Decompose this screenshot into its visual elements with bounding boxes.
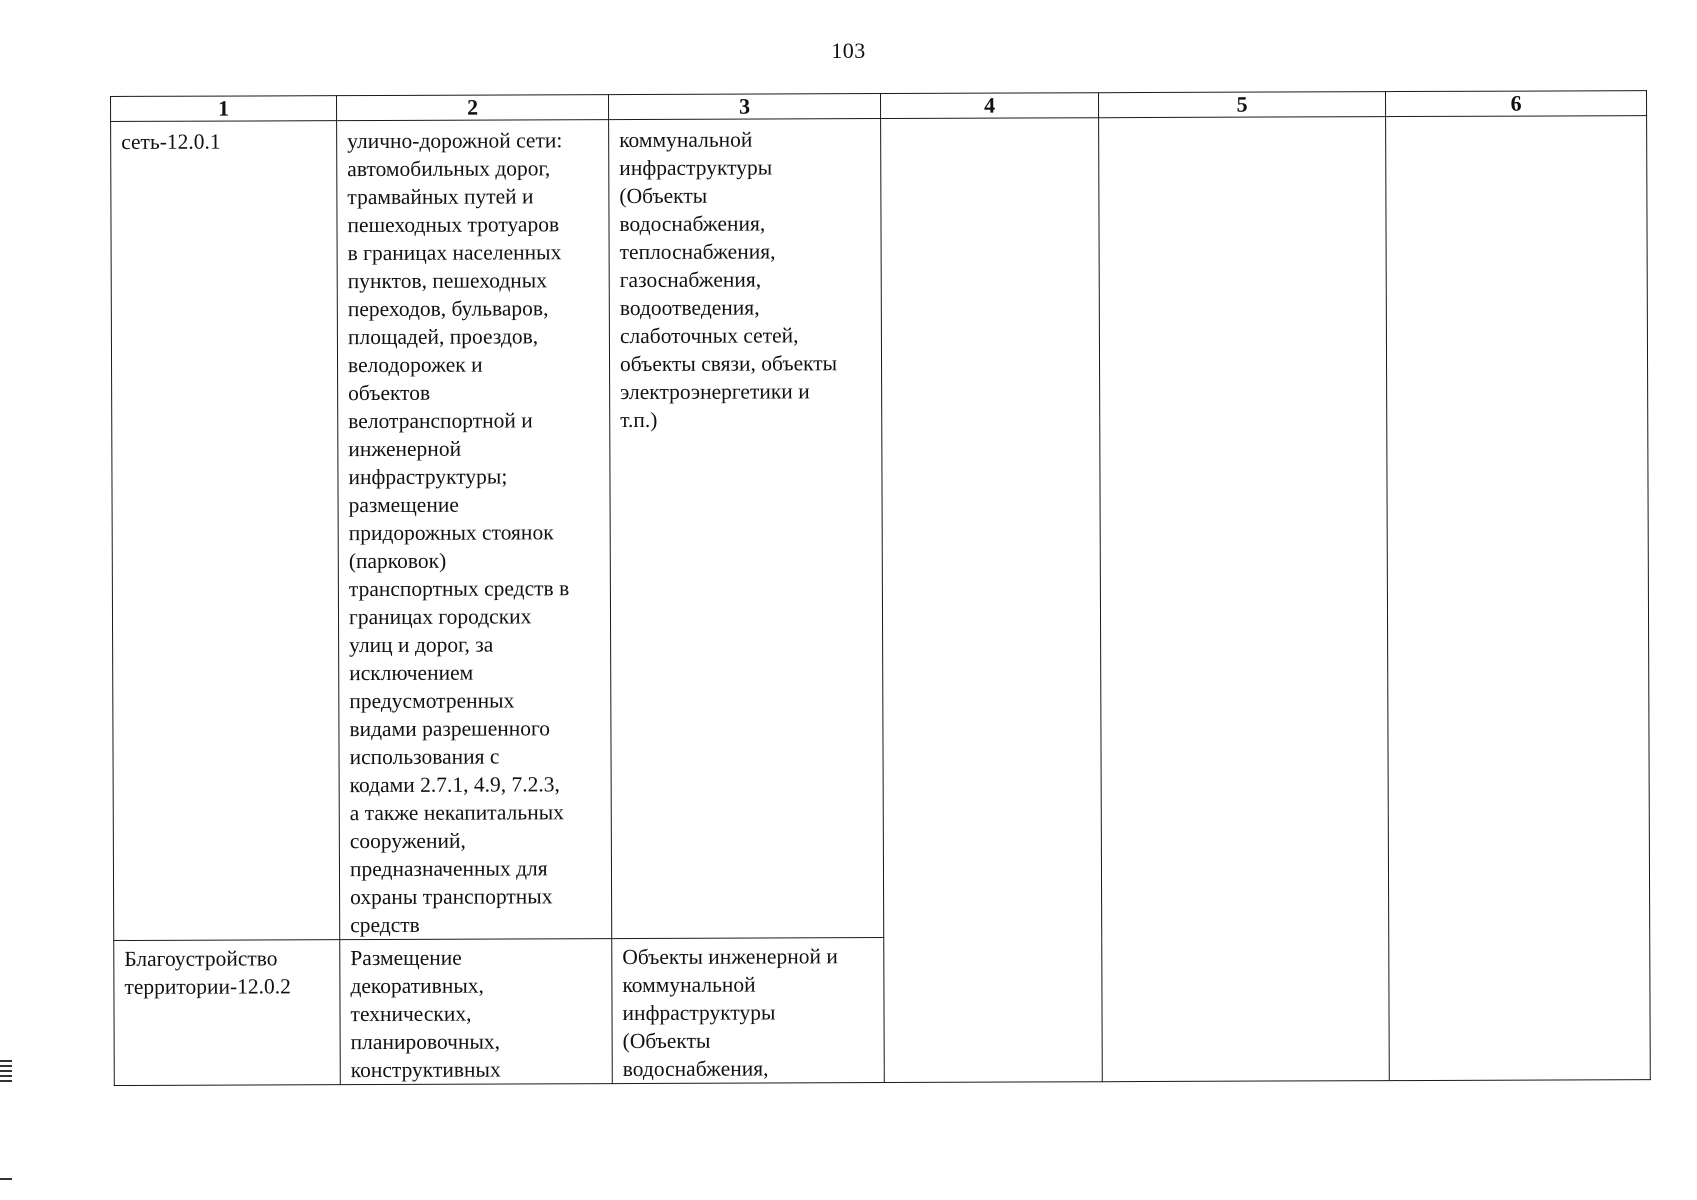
cell-text: коммунальной инфраструктуры (Объекты водоснабжения, теплоснабжения, газоснабжения, водоотведения, слаботочных сетей, объекты связи, объекты электроэнергетики и т.п.) (619, 127, 838, 433)
column-header-3: 3 (608, 94, 880, 120)
table-cell-col6-empty (1386, 116, 1651, 1081)
column-header-5: 5 (1098, 92, 1385, 118)
margin-mark (0, 1070, 12, 1072)
margin-mark (0, 1075, 12, 1077)
cell-text: Объекты инженерной и коммунальной инфраструктуры (Объекты водоснабжения, (622, 944, 838, 1082)
binding-margin-marks (0, 1060, 12, 1085)
cell-text: улично-дорожной сети: автомобильных дорог, трамвайных путей и пешеходных тротуаров в границах населенных пунктов, пешеходных переходов, бульваров, площадей, проездов, велодорожек и объектов велотранспортной и инженерной инфраструктуры; размещение придорожных стоянок (парковок) транспортных средств в границах городских улиц и дорог, за исключением предусмотренных видами разрешенного использования с кодами 2.7.1, 4.9, 7.2.3, а также некапитальных сооружений, предназначенных для охраны транспортных средств (347, 128, 570, 938)
table-cell-description (340, 939, 613, 1085)
land-use-table (110, 90, 1651, 1086)
table-cell-col5-empty (1099, 117, 1390, 1082)
column-header-1: 1 (111, 96, 337, 122)
table-cell-code (111, 121, 340, 941)
page-number: 103 (831, 38, 866, 63)
table-row (111, 116, 1650, 941)
cell-text: сеть-12.0.1 (121, 129, 221, 154)
margin-mark (0, 1080, 12, 1082)
margin-mark (0, 1060, 12, 1062)
column-header-6: 6 (1385, 91, 1646, 117)
column-header-4: 4 (880, 93, 1098, 119)
cell-text: Размещение декоративных, технических, планировочных, конструктивных (350, 945, 501, 1083)
table-cell-code (114, 940, 341, 1086)
table-cell-objects (612, 938, 885, 1084)
margin-dash (0, 1178, 12, 1180)
column-header-2: 2 (337, 95, 609, 121)
cell-text: Благоустройство территории-12.0.2 (124, 946, 291, 999)
table-cell-col4-empty (881, 118, 1103, 1083)
table-cell-description (337, 120, 612, 940)
margin-mark (0, 1065, 12, 1067)
table-cell-objects (609, 119, 884, 939)
